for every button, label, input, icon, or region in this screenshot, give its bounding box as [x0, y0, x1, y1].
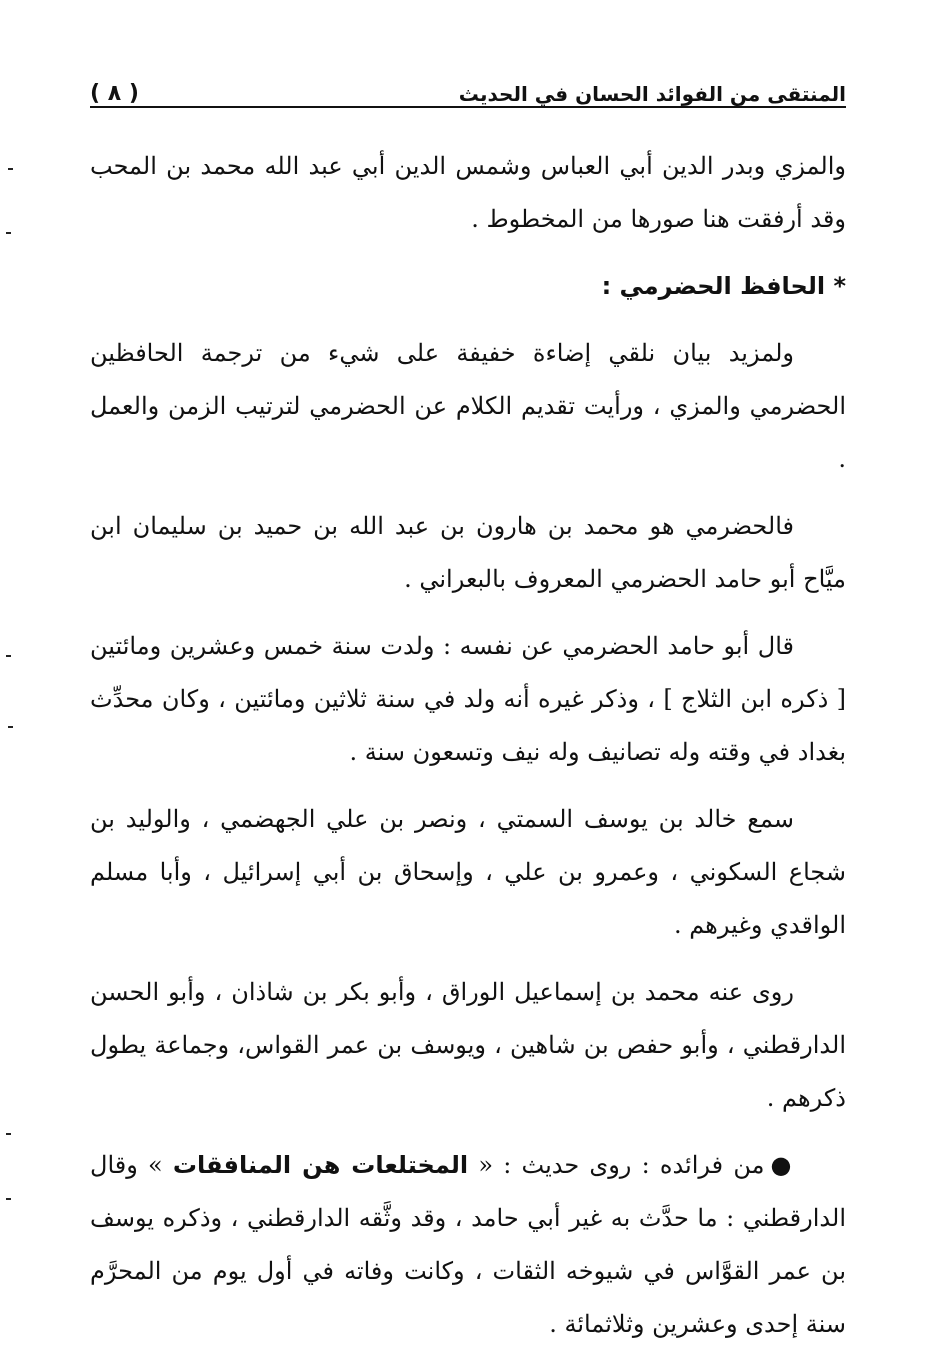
section-heading: * الحافظ الحضرمي :: [601, 272, 846, 300]
margin-mark: [6, 655, 11, 657]
page-number: ( ٨ ): [90, 81, 139, 106]
paragraph-lineage: فالحضرمي هو محمد بن هارون بن عبد الله بن حميد بن سليمان ابن ميَّاح أبو حامد الحضرمي المعروف بالبعراني .: [90, 512, 846, 593]
book-title: المنتقى من الفوائد الحسان في الحديث: [458, 82, 846, 106]
page-body: [90, 140, 846, 1365]
hadith-title: المختلعات هن المنافقات: [172, 1151, 469, 1179]
paragraph-benefits: [90, 1139, 846, 1351]
paragraph-teachers: سمع خالد بن يوسف السمتي ، ونصر بن علي الجهضمي ، والوليد بن شجاع السكوني ، وعمرو بن علي ، وإسحاق بن أبي إسرائيل ، وأبا مسلم الواقدي وغيرهم .: [90, 805, 846, 939]
margin-mark: [8, 726, 13, 728]
bullet-icon: ●: [770, 1151, 794, 1179]
margin-mark: [6, 1198, 11, 1200]
benefits-lead-text: من فرائده : روى حديث : «: [478, 1151, 765, 1179]
header-divider: [90, 106, 846, 108]
margin-mark: [8, 168, 13, 170]
paragraph-birth: قال أبو حامد الحضرمي عن نفسه : ولدت سنة خمس وعشرين ومائتين [ ذكره ابن الثلاج ] ، وذكر غيره أنه ولد في سنة ثلاثين ومائتين ، وكان محدِّث بغداد في وقته وله تصانيف وله نيف وتسعون سنة .: [90, 632, 846, 766]
margin-mark: [6, 1133, 11, 1135]
running-header: [90, 70, 846, 106]
paragraph-students: روى عنه محمد بن إسماعيل الوراق ، وأبو بكر بن شاذان ، وأبو الحسن الدارقطني ، وأبو حفص بن شاهين ، ويوسف بن عمر القواس، وجماعة يطول ذكرهم .: [90, 978, 846, 1112]
paragraph-intro-biography: ولمزيد بيان نلقي إضاءة خفيفة على شيء من ترجمة الحافظين الحضرمي والمزي ، ورأيت تقديم الكلام عن الحضرمي لترتيب الزمن والعمل .: [90, 339, 846, 473]
intro-paragraph: والمزي وبدر الدين أبي العباس وشمس الدين أبي عبد الله محمد بن المحب وقد أرفقت هنا صورها من المخطوط .: [90, 152, 846, 233]
margin-mark: [6, 232, 11, 234]
benefits-rest-text: » وقال الدارقطني : ما حدَّث به غير أبي حامد ، وقد وثَّقه الدارقطني ، وذكره يوسف بن عمر القوَّاس في شيوخه الثقات ، وكانت وفاته في أول يوم من المحرَّم سنة إحدى وعشرين وثلاثمائة .: [90, 1151, 846, 1338]
